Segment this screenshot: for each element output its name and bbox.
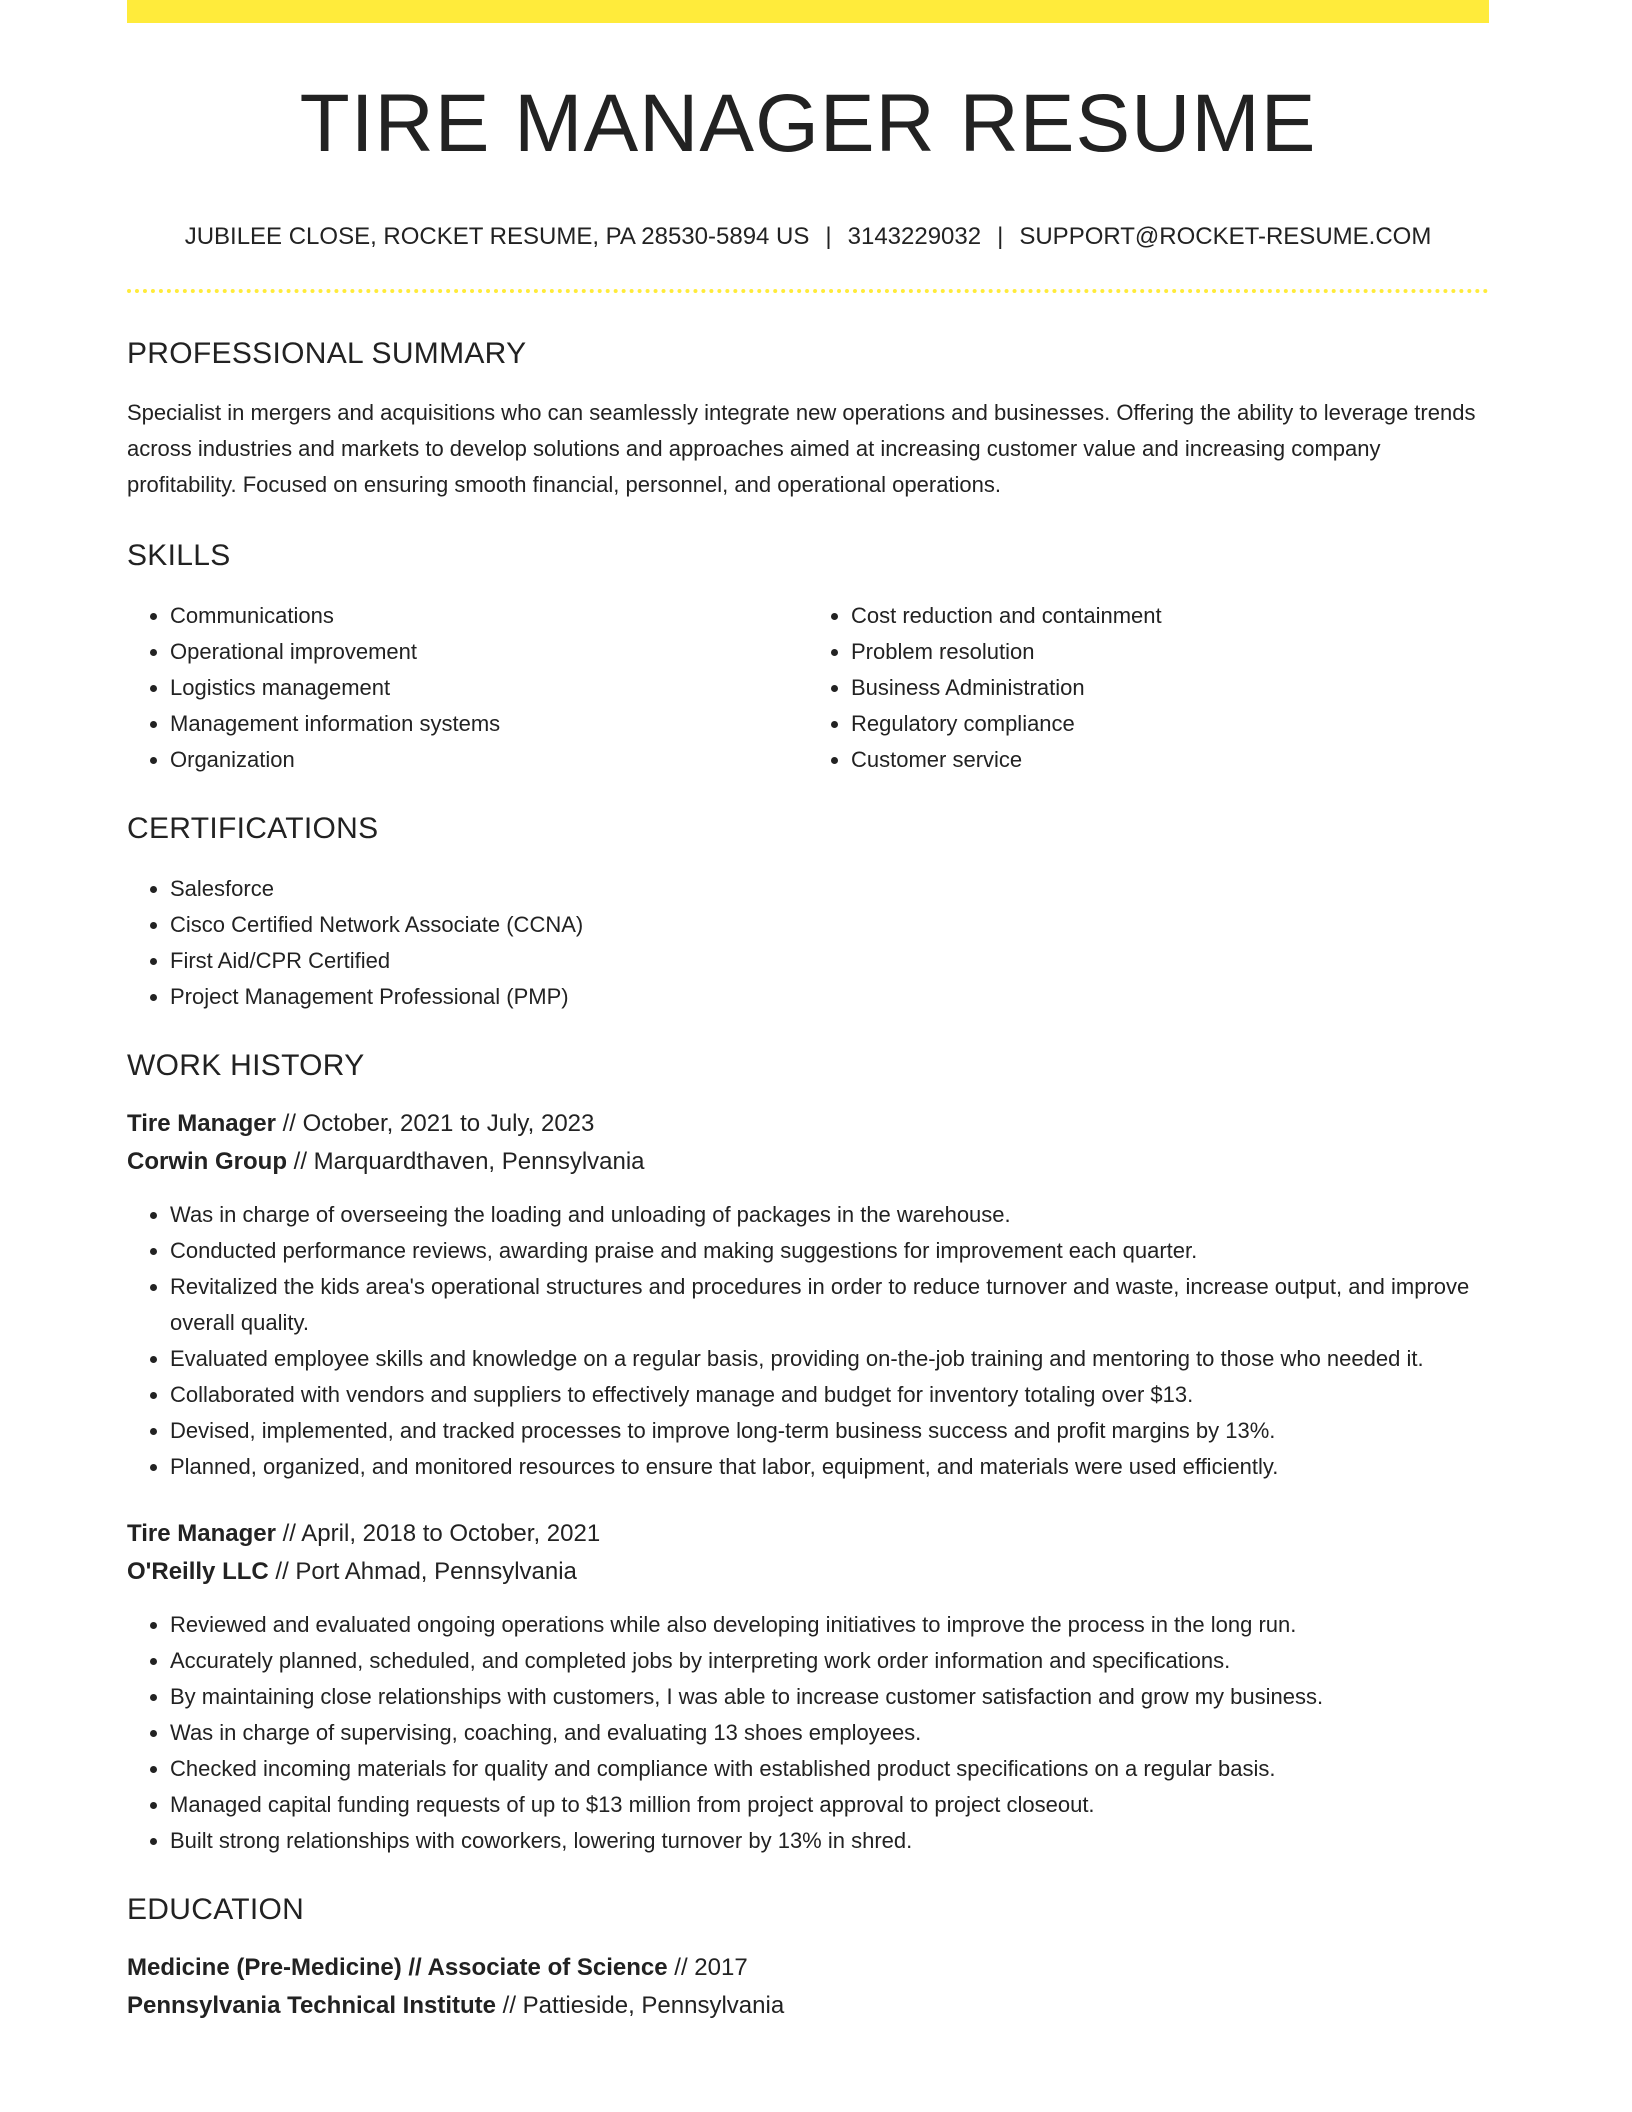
skill-item: • Operational improvement	[170, 634, 808, 670]
skill-item: • Logistics management	[170, 670, 808, 706]
job-location: // Marquardthaven, Pennsylvania	[286, 1148, 645, 1175]
contact-phone: 3143229032	[847, 223, 982, 250]
education-location: // Pattieside, Pennsylvania	[496, 1992, 785, 2019]
education-year: // 2017	[667, 1954, 748, 1981]
contact-email: SUPPORT@ROCKET-RESUME.COM	[1019, 223, 1432, 250]
job-company-line	[127, 1143, 1489, 1181]
job-dates: // April, 2018 to October, 2021	[275, 1520, 601, 1547]
job-bullet: • Collaborated with vendors and suppliers to effectively manage and budget for inventory totaling over $13.	[170, 1377, 1489, 1413]
certification-item: • Salesforce	[170, 871, 1489, 907]
certification-item: • Cisco Certified Network Associate (CCNA)	[170, 907, 1489, 943]
job-bullet: • Was in charge of overseeing the loading and unloading of packages in the warehouse.	[170, 1197, 1489, 1233]
job-bullets	[127, 1607, 1489, 1859]
job-bullet: • Reviewed and evaluated ongoing operations while also developing initiatives to improve the process in the long run.	[170, 1607, 1489, 1643]
education-degree: Medicine (Pre-Medicine) // Associate of Science	[127, 1954, 668, 1981]
certifications-list	[127, 871, 1489, 1015]
job-title-line	[127, 1105, 1489, 1143]
contact-line	[127, 223, 1489, 251]
job-title: Tire Manager	[127, 1520, 276, 1547]
job-company-line	[127, 1553, 1489, 1591]
education-degree-line	[127, 1949, 1489, 1987]
job-bullet: • Conducted performance reviews, awarding praise and making suggestions for improvement each quarter.	[170, 1233, 1489, 1269]
contact-separator: |	[825, 223, 832, 250]
job-header	[127, 1515, 1489, 1591]
job-dates: // October, 2021 to July, 2023	[275, 1110, 595, 1137]
certification-item: • First Aid/CPR Certified	[170, 943, 1489, 979]
skills-list-left	[127, 598, 808, 778]
skill-item: • Management information systems	[170, 706, 808, 742]
education-heading: EDUCATION	[127, 1893, 305, 1926]
dotted-divider	[127, 289, 1489, 293]
education-entry	[127, 1949, 1489, 2025]
job-title-line	[127, 1515, 1489, 1553]
summary-heading: PROFESSIONAL SUMMARY	[127, 337, 527, 370]
education-school: Pennsylvania Technical Institute	[127, 1992, 496, 2019]
skill-item: • Customer service	[851, 742, 1489, 778]
work-history-heading: WORK HISTORY	[127, 1049, 365, 1082]
job-bullets	[127, 1197, 1489, 1485]
contact-address: JUBILEE CLOSE, ROCKET RESUME, PA 28530-5894 US	[184, 223, 810, 250]
job-company: O'Reilly LLC	[127, 1558, 269, 1585]
job-company: Corwin Group	[127, 1148, 287, 1175]
skill-item: • Cost reduction and containment	[851, 598, 1489, 634]
summary-text: Specialist in mergers and acquisitions who can seamlessly integrate new operations and businesses. Offering the ability to leverage trends across industries and markets to develop solutions and approaches aimed at increasing customer value and increasing company profitability. Focused on ensuring smooth financial, personnel, and operational operations.	[127, 400, 1476, 497]
job-bullet: • Was in charge of supervising, coaching, and evaluating 13 shoes employees.	[170, 1715, 1489, 1751]
top-accent-bar	[127, 0, 1489, 23]
certifications-heading: CERTIFICATIONS	[127, 812, 379, 845]
page-title: TIRE MANAGER RESUME	[299, 78, 1317, 169]
job-bullet: • Accurately planned, scheduled, and completed jobs by interpreting work order information and specifications.	[170, 1643, 1489, 1679]
job-bullet: • Managed capital funding requests of up to $13 million from project approval to project closeout.	[170, 1787, 1489, 1823]
job-header	[127, 1105, 1489, 1181]
job-bullet: • By maintaining close relationships with customers, I was able to increase customer satisfaction and grow my business.	[170, 1679, 1489, 1715]
job-bullet: • Revitalized the kids area's operational structures and procedures in order to reduce turnover and waste, increase output, and improve overall quality.	[170, 1269, 1489, 1341]
skill-item: • Problem resolution	[851, 634, 1489, 670]
education-school-line	[127, 1987, 1489, 2025]
contact-separator: |	[997, 223, 1004, 250]
skill-item: • Organization	[170, 742, 808, 778]
skills-grid	[127, 598, 1489, 778]
skill-item: • Regulatory compliance	[851, 706, 1489, 742]
skill-item: • Business Administration	[851, 670, 1489, 706]
job-bullet: • Built strong relationships with coworkers, lowering turnover by 13% in shred.	[170, 1823, 1489, 1859]
job-title: Tire Manager	[127, 1110, 276, 1137]
job-bullet: • Devised, implemented, and tracked processes to improve long-term business success and profit margins by 13%.	[170, 1413, 1489, 1449]
skills-list-right	[808, 598, 1489, 778]
certification-item: • Project Management Professional (PMP)	[170, 979, 1489, 1015]
resume-page	[127, 0, 1489, 2025]
skills-heading: SKILLS	[127, 539, 231, 572]
job-bullet: • Evaluated employee skills and knowledge on a regular basis, providing on-the-job training and mentoring to those who needed it.	[170, 1341, 1489, 1377]
job-bullet: • Checked incoming materials for quality and compliance with established product specifications on a regular basis.	[170, 1751, 1489, 1787]
skill-item: • Communications	[170, 598, 808, 634]
job-bullet: • Planned, organized, and monitored resources to ensure that labor, equipment, and materials were used efficiently.	[170, 1449, 1489, 1485]
job-location: // Port Ahmad, Pennsylvania	[268, 1558, 577, 1585]
